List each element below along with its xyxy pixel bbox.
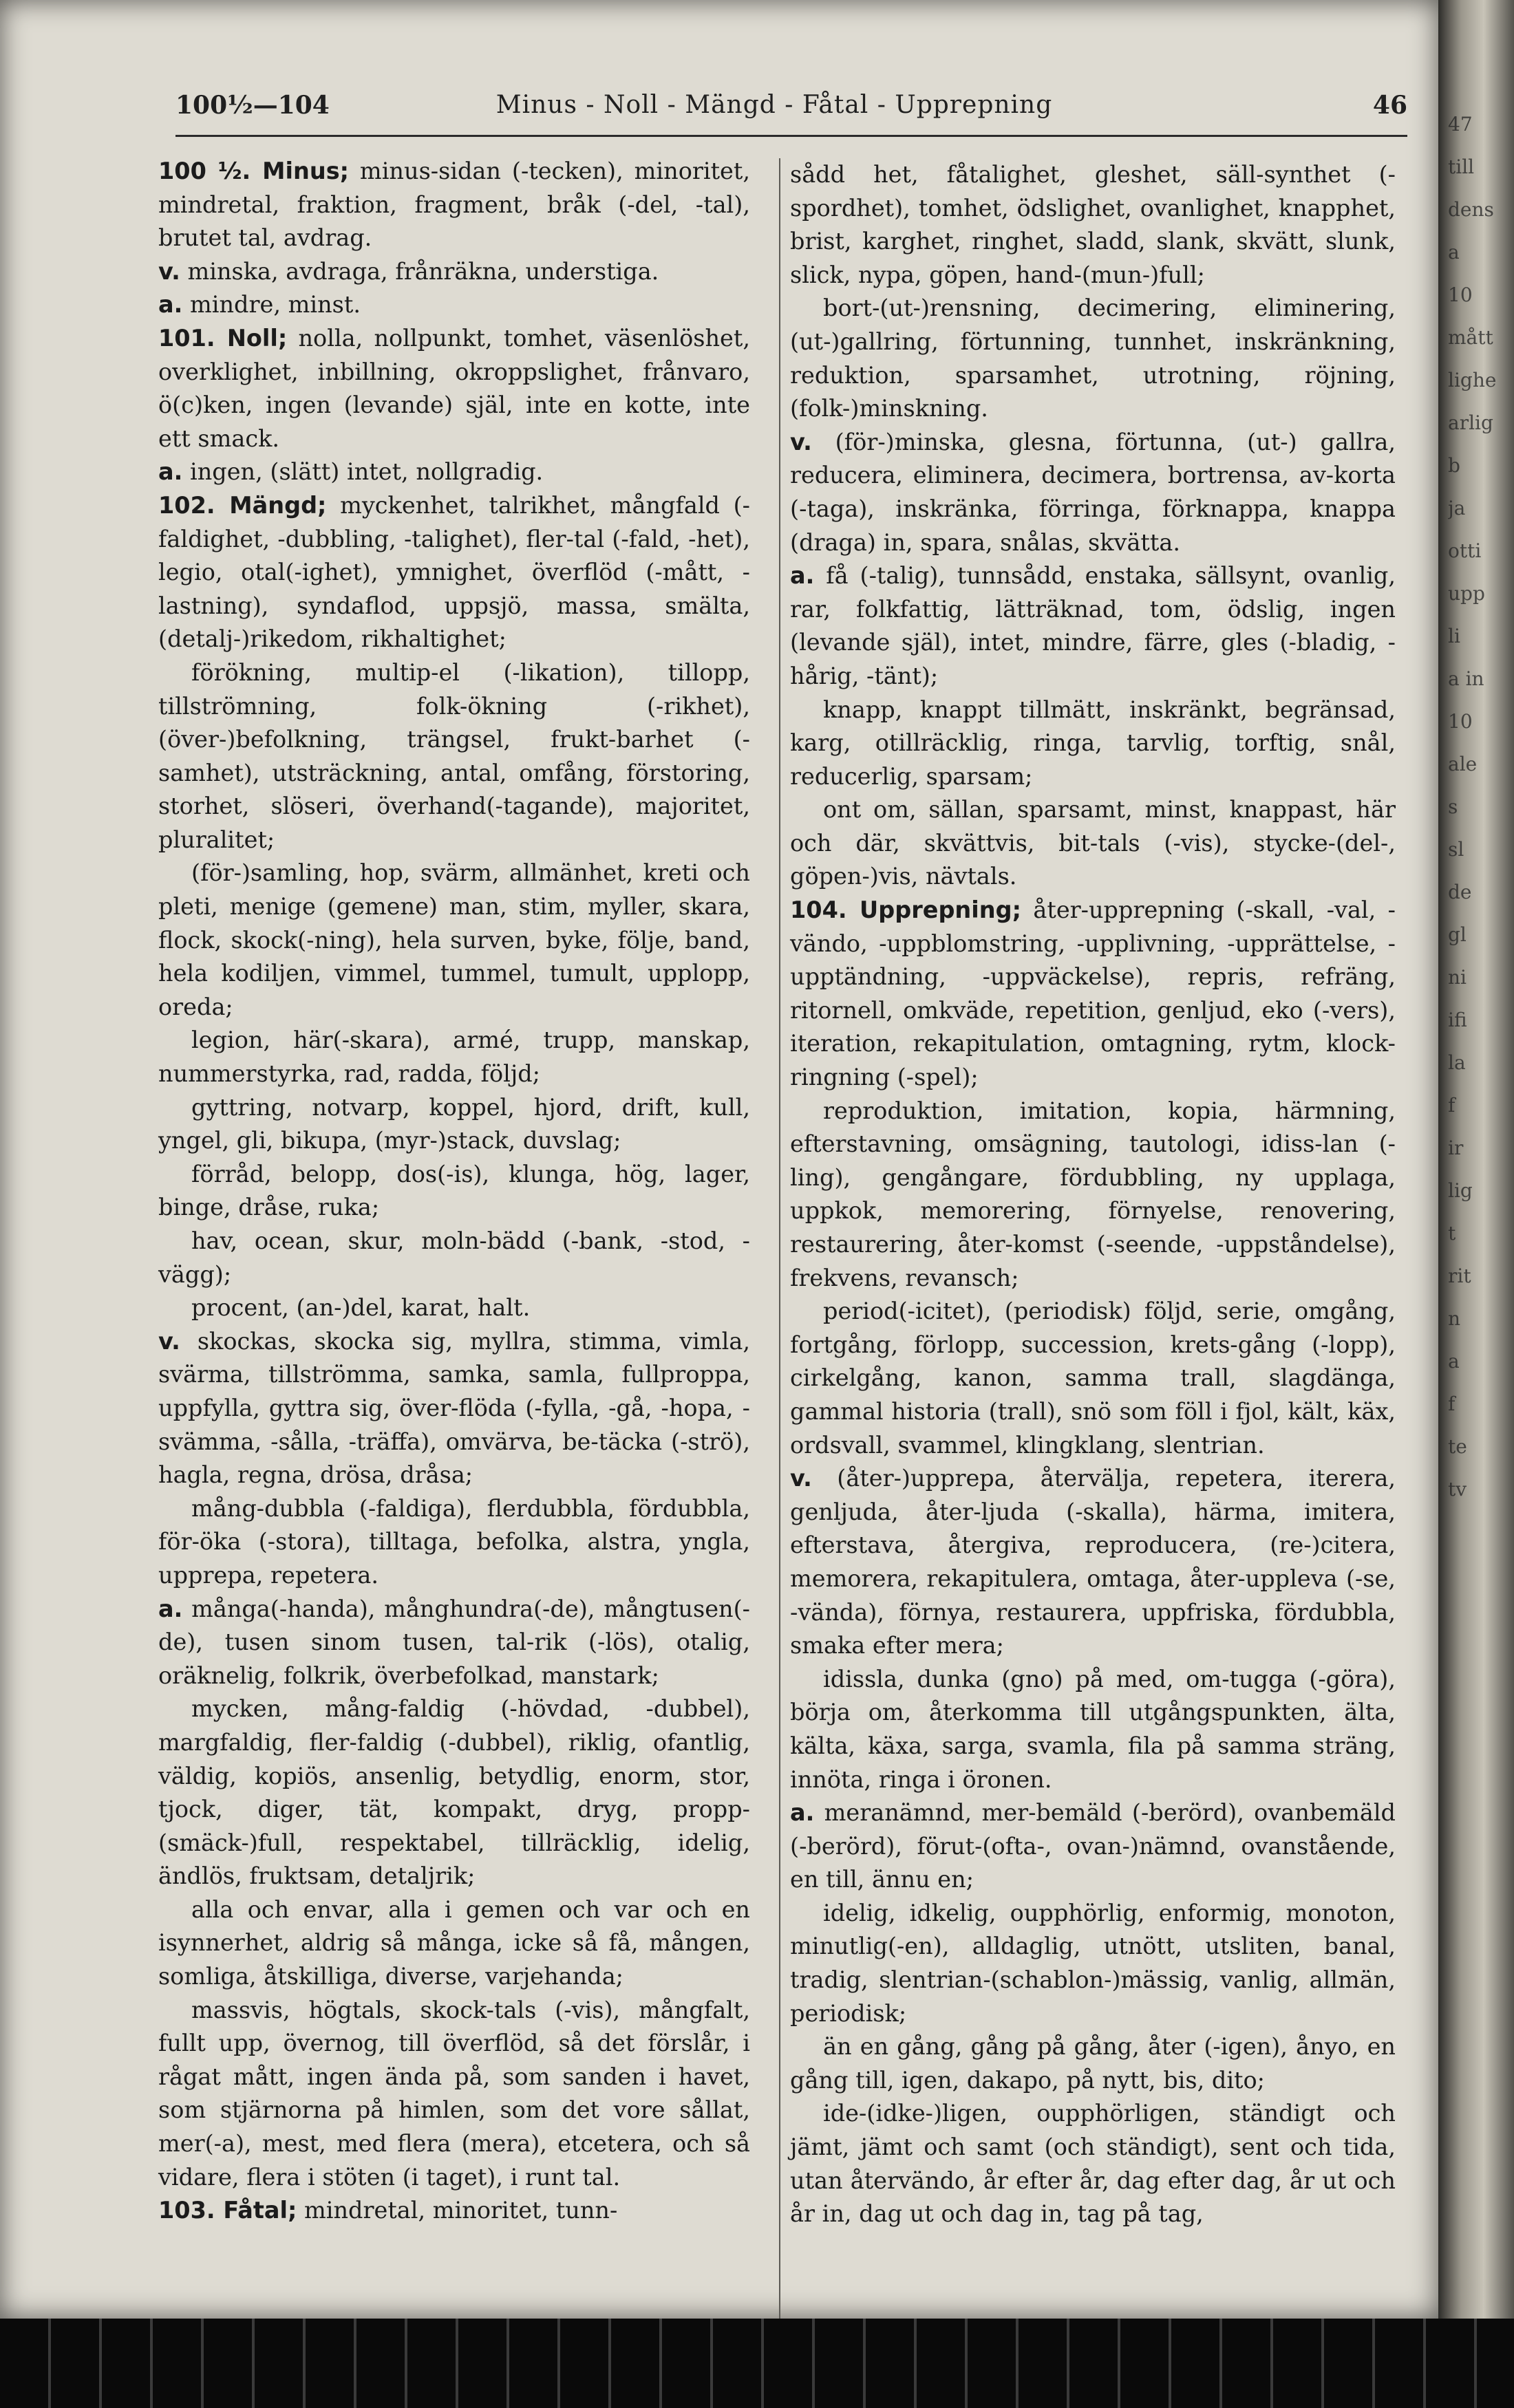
- entry-text: (åter-)upprepa, återvälja, repetera, iterera, genljuda, åter-ljuda (-skalla), härma, imitera, efterstava, återgiva, reproducera, (re-)citera, memorera, rekapitulera, omtaga, åter-uppleva (-se, -vända), förnya, restaurera, uppfriska, fördubbla, smaka efter mera;: [790, 1465, 1396, 1659]
- dictionary-paragraph: [158, 2194, 750, 2228]
- header-title: Minus - Noll - Mängd - Fåtal - Upprepning: [495, 91, 1053, 119]
- dictionary-paragraph: [158, 656, 750, 857]
- entry-lead: 104. Upprepning;: [790, 896, 1021, 924]
- entry-text: legion, här(-skara), armé, trupp, manskap, nummerstyrka, rad, radda, följd;: [158, 1026, 750, 1088]
- entry-text: knapp, knappt tillmätt, inskränkt, begränsad, karg, otillräcklig, ringa, tarvlig, torftig, snål, reducerlig, sparsam;: [790, 696, 1396, 790]
- entry-text: sådd het, fåtalighet, gleshet, säll-synthet (-spordhet), tomhet, ödslighet, ovanlighet, knapphet, brist, karghet, ringhet, sladd, slank, skvätt, slunk, slick, nypa, göpen, hand-(mun-)full;: [790, 161, 1396, 288]
- edge-fragment: sl: [1448, 838, 1464, 861]
- entry-text: mindre, minst.: [182, 291, 361, 319]
- dictionary-paragraph: [158, 489, 750, 656]
- entry-lead: v.: [158, 1327, 180, 1355]
- dictionary-paragraph: [790, 894, 1396, 1095]
- edge-fragment: arlig: [1448, 411, 1493, 434]
- entry-text: minus-sidan (-tecken), minoritet, mindretal, fraktion, fragment, bråk (-del, -tal), brutet tal, avdrag.: [158, 158, 750, 252]
- dictionary-paragraph: [158, 1291, 750, 1325]
- entry-lead: a.: [158, 458, 183, 486]
- dictionary-paragraph: [790, 694, 1396, 794]
- dictionary-paragraph: [158, 1158, 750, 1225]
- entry-text: myckenhet, talrikhet, mångfald (-faldighet, -dubbling, -talighet), fler-tal (-fald, -het), legio, otal(-ighet), ymnighet, överflöd (-mått, -lastning), syndaflod, uppsjö, massa, smälta, (detalj-)rikedom, rikhaltighet;: [158, 491, 750, 653]
- entry-text: mycken, mång-faldig (-hövdad, -dubbel), margfaldig, fler-faldig (-dubbel), riklig, ofantlig, väldig, kopiös, ansenlig, betydlig, enorm, stor, tjock, diger, tät, kompakt, dryg, propp-(smäck-)full, respektabel, tillräcklig, idelig, ändlös, fruktsam, detaljrik;: [158, 1695, 750, 1890]
- entry-lead: a.: [790, 1799, 815, 1827]
- dictionary-paragraph: [158, 1024, 750, 1090]
- entry-text: massvis, högtals, skock-tals (-vis), mångfalt, fullt upp, övernog, till överflöd, så det förslår, i rågat mått, ingen ända på, som sanden i havet, som stjärnorna på himlen, som det vore sållat, mer(-a), mest, med flera (mera), etcetera, och så vidare, flera i stöten (i taget), i runt tal.: [158, 1996, 750, 2191]
- dictionary-paragraph: [158, 1225, 750, 1291]
- entry-text: skockas, skocka sig, myllra, stimma, vimla, svärma, tillströmma, samka, samla, fullproppa, uppfylla, gyttra sig, över-flöda (-fylla, -gå, -hopa, -svämma, -sålla, -träffa), omvärva, be-täcka (-strö), hagla, regna, drösa, dråsa;: [158, 1327, 750, 1489]
- entry-lead: 101. Noll;: [158, 324, 288, 352]
- edge-fragment: a: [1448, 241, 1460, 264]
- entry-text: åter-upprepning (-skall, -val, -vändo, -uppblomstring, -upplivning, -upprättelse, -upptändning, -uppväckelse), repris, refräng, ritornell, omkväde, repetition, genljud, eko (-vers), iteration, rekapitulation, omtagning, rytm, klock-ringning (-spel);: [790, 896, 1396, 1091]
- edge-fragment: a in: [1448, 667, 1484, 690]
- entry-lead: 100 ½. Minus;: [158, 158, 350, 184]
- edge-fragment: a: [1448, 1350, 1460, 1373]
- entry-text: alla och envar, alla i gemen och var och en isynnerhet, aldrig så många, icke så få, mången, somliga, åtskilliga, diverse, varjehanda;: [158, 1895, 750, 1990]
- entry-text: mång-dubbla (-faldiga), flerdubbla, fördubbla, för-öka (-stora), tilltaga, befolka, alstra, yngla, upprepa, repetera.: [158, 1494, 750, 1589]
- entry-text: ide-(idke-)ligen, oupphörligen, ständigt och jämt, jämt och samt (och ständigt), sent och tida, utan återvändo, år efter år, dag efter dag, år ut och år in, dag ut och dag in, tag på tag,: [790, 2100, 1396, 2228]
- edge-fragment: s: [1448, 795, 1458, 818]
- dictionary-paragraph: [790, 1462, 1396, 1663]
- entry-text: ingen, (slätt) intet, nollgradig.: [182, 458, 544, 486]
- entry-text: än en gång, gång på gång, åter (-igen), ånyo, en gång till, igen, dakapo, på nytt, bis, dito;: [790, 2033, 1396, 2094]
- edge-fragment: n: [1448, 1307, 1461, 1330]
- right-column: [790, 158, 1396, 2231]
- edge-fragment: f: [1448, 1393, 1456, 1415]
- entry-lead: v.: [790, 1465, 812, 1492]
- header-entry-range: 100½—104: [175, 91, 330, 120]
- edge-fragment: gl: [1448, 923, 1467, 946]
- entry-text: (för-)minska, glesna, förtunna, (ut-) gallra, reducera, eliminera, decimera, bortrensa, av-korta (-taga), inskränka, förringa, förknappa, knappa (draga) in, spara, snålas, skvätta.: [790, 428, 1396, 556]
- dictionary-paragraph: [790, 158, 1396, 292]
- dictionary-paragraph: [790, 793, 1396, 894]
- dictionary-paragraph: [790, 292, 1396, 425]
- edge-fragment: te: [1448, 1435, 1467, 1458]
- dictionary-paragraph: [790, 1663, 1396, 1796]
- edge-fragment: upp: [1448, 582, 1485, 605]
- edge-fragment: ale: [1448, 753, 1478, 775]
- dictionary-paragraph: [790, 1897, 1396, 2030]
- dictionary-paragraph: [158, 1091, 750, 1158]
- edge-fragment: lig: [1448, 1179, 1473, 1202]
- edge-fragment: tv: [1448, 1478, 1467, 1501]
- dictionary-paragraph: [790, 2030, 1396, 2097]
- edge-fragment: ir: [1448, 1137, 1464, 1159]
- entry-text: gyttring, notvarp, koppel, hjord, drift, kull, yngel, gli, bikupa, (myr-)stack, duvslag;: [158, 1093, 750, 1154]
- edge-fragment: la: [1448, 1051, 1466, 1074]
- entry-text: mindretal, minoritet, tunn-: [297, 2197, 618, 2224]
- dictionary-paragraph: [158, 1692, 750, 1893]
- edge-fragment: li: [1448, 625, 1460, 647]
- entry-text: många(-handa), månghundra(-de), mångtusen(-de), tusen sinom tusen, tal-rik (-lös), otalig, oräknelig, folkrik, överbefolkad, manstark;: [158, 1595, 750, 1689]
- dictionary-paragraph: [158, 1325, 750, 1492]
- entry-lead: a.: [158, 291, 183, 319]
- entry-text: förråd, belopp, dos(-is), klunga, hög, lager, binge, dråse, ruka;: [158, 1160, 750, 1221]
- edge-fragment: dens: [1448, 198, 1494, 221]
- edge-fragment: 10: [1448, 710, 1473, 733]
- dictionary-paragraph: [158, 255, 750, 289]
- dictionary-paragraph: [158, 1492, 750, 1593]
- entry-text: ont om, sällan, sparsamt, minst, knappast, här och där, skvättvis, bit-tals (-vis), stycke-(del-, göpen-)vis, nävtals.: [790, 796, 1396, 890]
- entry-text: idelig, idkelig, oupphörlig, enformig, monoton, minutlig(-en), alldaglig, utnött, utsliten, banal, tradig, slentrian-(schablon-)mässig, vanlig, allmän, periodisk;: [790, 1899, 1396, 2027]
- dictionary-paragraph: [158, 322, 750, 455]
- dictionary-paragraph: [790, 559, 1396, 693]
- dictionary-paragraph: [158, 288, 750, 322]
- dictionary-paragraph: [158, 1994, 750, 2195]
- entry-text: period(-icitet), (periodisk) följd, serie, omgång, fortgång, förlopp, succession, krets-gång (-lopp), cirkelgång, kanon, samma trall, slagdänga, gammal historia (trall), snö som föll i fjol, kält, käx, ordsvall, svammel, klingklang, slentrian.: [790, 1298, 1396, 1459]
- header-rule: [175, 135, 1407, 137]
- dictionary-paragraph: [790, 1095, 1396, 1296]
- dictionary-paragraph: [158, 455, 750, 489]
- dictionary-paragraph: [158, 1893, 750, 1994]
- entry-text: hav, ocean, skur, moln-bädd (-bank, -stod, -vägg);: [158, 1227, 750, 1288]
- dictionary-paragraph: [790, 1295, 1396, 1462]
- entry-text: meranämnd, mer-bemäld (-berörd), ovanbemäld (-berörd), förut-(ofta-, ovan-)nämnd, ovanstående, en till, ännu en;: [790, 1799, 1396, 1893]
- entry-text: få (-talig), tunnsådd, enstaka, sällsynt, ovanlig, rar, folkfattig, lätträknad, tom, ödslig, ingen (levande själ), intet, mindre, färre, gles (-bladig, -hårig, -tänt);: [790, 562, 1396, 689]
- dictionary-paragraph: [158, 1593, 750, 1693]
- edge-fragment: till: [1448, 155, 1475, 178]
- entry-lead: a.: [158, 1595, 183, 1622]
- edge-fragment: b: [1448, 454, 1460, 477]
- column-divider: [779, 158, 780, 2374]
- entry-text: förökning, multip-el (-likation), tillopp, tillströmning, folk-ökning (-rikhet), (över-)befolkning, trängsel, frukt-barhet (-samhet), utsträckning, antal, omfång, förstoring, storhet, slöseri, överhand(-tagande), majoritet, pluralitet;: [158, 658, 750, 853]
- edge-fragment: t: [1448, 1222, 1456, 1245]
- edge-fragment: 47: [1448, 113, 1473, 136]
- edge-fragment: 10: [1448, 283, 1473, 306]
- entry-lead: v.: [158, 257, 180, 285]
- edge-fragment: lighe: [1448, 369, 1497, 391]
- dictionary-paragraph: [790, 426, 1396, 559]
- entry-lead: a.: [790, 562, 815, 590]
- dictionary-paragraph: [790, 1796, 1396, 1897]
- entry-text: (för-)samling, hop, svärm, allmänhet, kreti och pleti, menige (gemene) man, stim, myller, skara, flock, skock(-ning), hela surven, byke, följe, band, hela kodiljen, vimmel, tummel, tumult, upplopp, oreda;: [158, 859, 750, 1020]
- entry-lead: 103. Fåtal;: [158, 2197, 297, 2224]
- entry-lead: 102. Mängd;: [158, 491, 327, 519]
- edge-fragment: ifi: [1448, 1009, 1467, 1031]
- edge-fragment: f: [1448, 1094, 1456, 1117]
- dictionary-paragraph: [790, 2097, 1396, 2230]
- entry-lead: v.: [790, 428, 812, 455]
- edge-fragment: de: [1448, 881, 1472, 903]
- edge-fragment: otti: [1448, 539, 1482, 562]
- entry-text: reproduktion, imitation, kopia, härmning, efterstavning, omsägning, tautologi, idiss-lan (-ling), gengångare, fördubbling, ny upplaga, uppkok, memorering, förnyelse, renovering, restaurering, åter-komst (-seende, -uppståndelse), frekvens, revansch;: [790, 1097, 1396, 1291]
- page-number: 46: [1372, 91, 1407, 120]
- dictionary-paragraph: [158, 857, 750, 1024]
- edge-fragment: ni: [1448, 966, 1467, 989]
- entry-text: minska, avdraga, frånräkna, understiga.: [180, 257, 659, 285]
- dictionary-paragraph: [158, 155, 750, 255]
- background-mat: [0, 2319, 1514, 2408]
- entry-text: nolla, nollpunkt, tomhet, väsenlöshet, overklighet, inbillning, okroppslighet, frånvaro, ö(c)ken, ingen (levande) själ, inte en kotte, inte ett smack.: [158, 324, 750, 452]
- facing-page-edge: [1438, 0, 1514, 2319]
- facing-page-fragments: [1448, 103, 1510, 1511]
- running-header: [175, 91, 1407, 132]
- entry-text: bort-(ut-)rensning, decimering, eliminering, (ut-)gallring, förtunning, tunnhet, inskränkning, reduktion, sparsamhet, utrotning, röjning, (folk-)minskning.: [790, 294, 1396, 422]
- entry-text: idissla, dunka (gno) på med, om-tugga (-göra), börja om, återkomma till utgångspunkten, älta, kälta, käxa, sarga, svamla, fila på samma sträng, innöta, ringa i öronen.: [790, 1665, 1396, 1793]
- edge-fragment: rit: [1448, 1265, 1471, 1287]
- edge-fragment: ja: [1448, 497, 1466, 519]
- entry-text: procent, (an-)del, karat, halt.: [191, 1294, 531, 1322]
- left-column: [158, 155, 750, 2228]
- edge-fragment: mått: [1448, 326, 1493, 349]
